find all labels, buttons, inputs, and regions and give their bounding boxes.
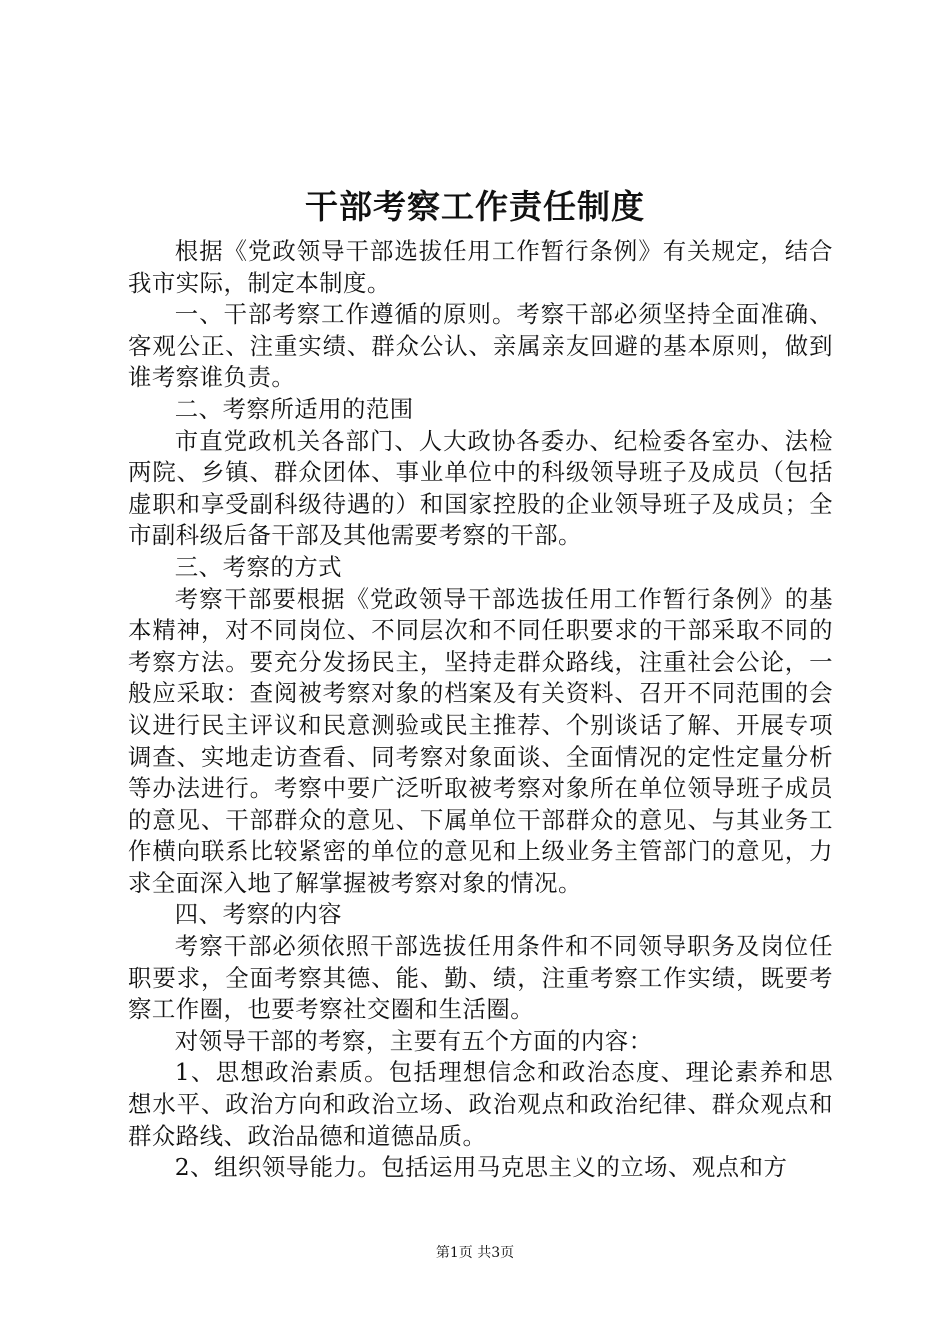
section-heading-content: 四、考察的内容 (174, 900, 343, 929)
paragraph-scope: 市直党政机关各部门、人大政协各委办、纪检委各室办、法检两院、乡镇、群众团体、事业单位中的科级领导班子及成员（包括虚职和享受副科级待遇的）和国家控股的企业领导班子及成员；全市副科级后备干部及其他需要考察的干部。 (128, 426, 833, 550)
document-body (128, 236, 833, 1184)
paragraph-content: 考察干部必须依照干部选拔任用条件和不同领导职务及岗位任职要求，全面考察其德、能、勤、绩，注重考察工作实绩，既要考察工作圈，也要考察社交圈和生活圈。 (128, 932, 833, 1024)
paragraph-five-aspects: 对领导干部的考察，主要有五个方面的内容： (174, 1026, 653, 1055)
page-number-footer: 第1页 共3页 (435, 1245, 515, 1261)
paragraph-intro: 根据《党政领导干部选拔任用工作暂行条例》有关规定，结合我市实际，制定本制度。 (128, 237, 833, 297)
list-item-leadership-ability: 2、组织领导能力。包括运用马克思主义的立场、观点和方 (174, 1153, 788, 1182)
section-heading-scope: 二、考察所适用的范围 (174, 394, 414, 423)
list-item-political-quality: 1、思想政治素质。包括理想信念和政治态度、理论素养和思想水平、政治方向和政治立场、政治观点和政治纪律、群众观点和群众路线、政治品德和道德品质。 (128, 1058, 833, 1150)
paragraph-methods: 考察干部要根据《党政领导干部选拔任用工作暂行条例》的基本精神，对不同岗位、不同层次和不同任职要求的干部采取不同的考察方法。要充分发扬民主，坚持走群众路线，注重社会公论，一般应采取：查阅被考察对象的档案及有关资料、召开不同范围的会议进行民主评议和民意测验或民主推荐、个别谈话了解、开展专项调查、实地走访查看、同考察对象面谈、全面情况的定性定量分析等办法进行。考察中要广泛听取被考察对象所在单位领导班子成员的意见、干部群众的意见、下属单位干部群众的意见、与其业务工作横向联系比较紧密的单位的意见和上级业务主管部门的意见，力求全面深入地了解掌握被考察对象的情况。 (128, 584, 833, 897)
paragraph-principles: 一、干部考察工作遵循的原则。考察干部必须坚持全面准确、客观公正、注重实绩、群众公认、亲属亲友回避的基本原则，做到谁考察谁负责。 (128, 300, 833, 392)
section-heading-methods: 三、考察的方式 (174, 552, 343, 581)
document-title: 干部考察工作责任制度 (305, 187, 645, 226)
